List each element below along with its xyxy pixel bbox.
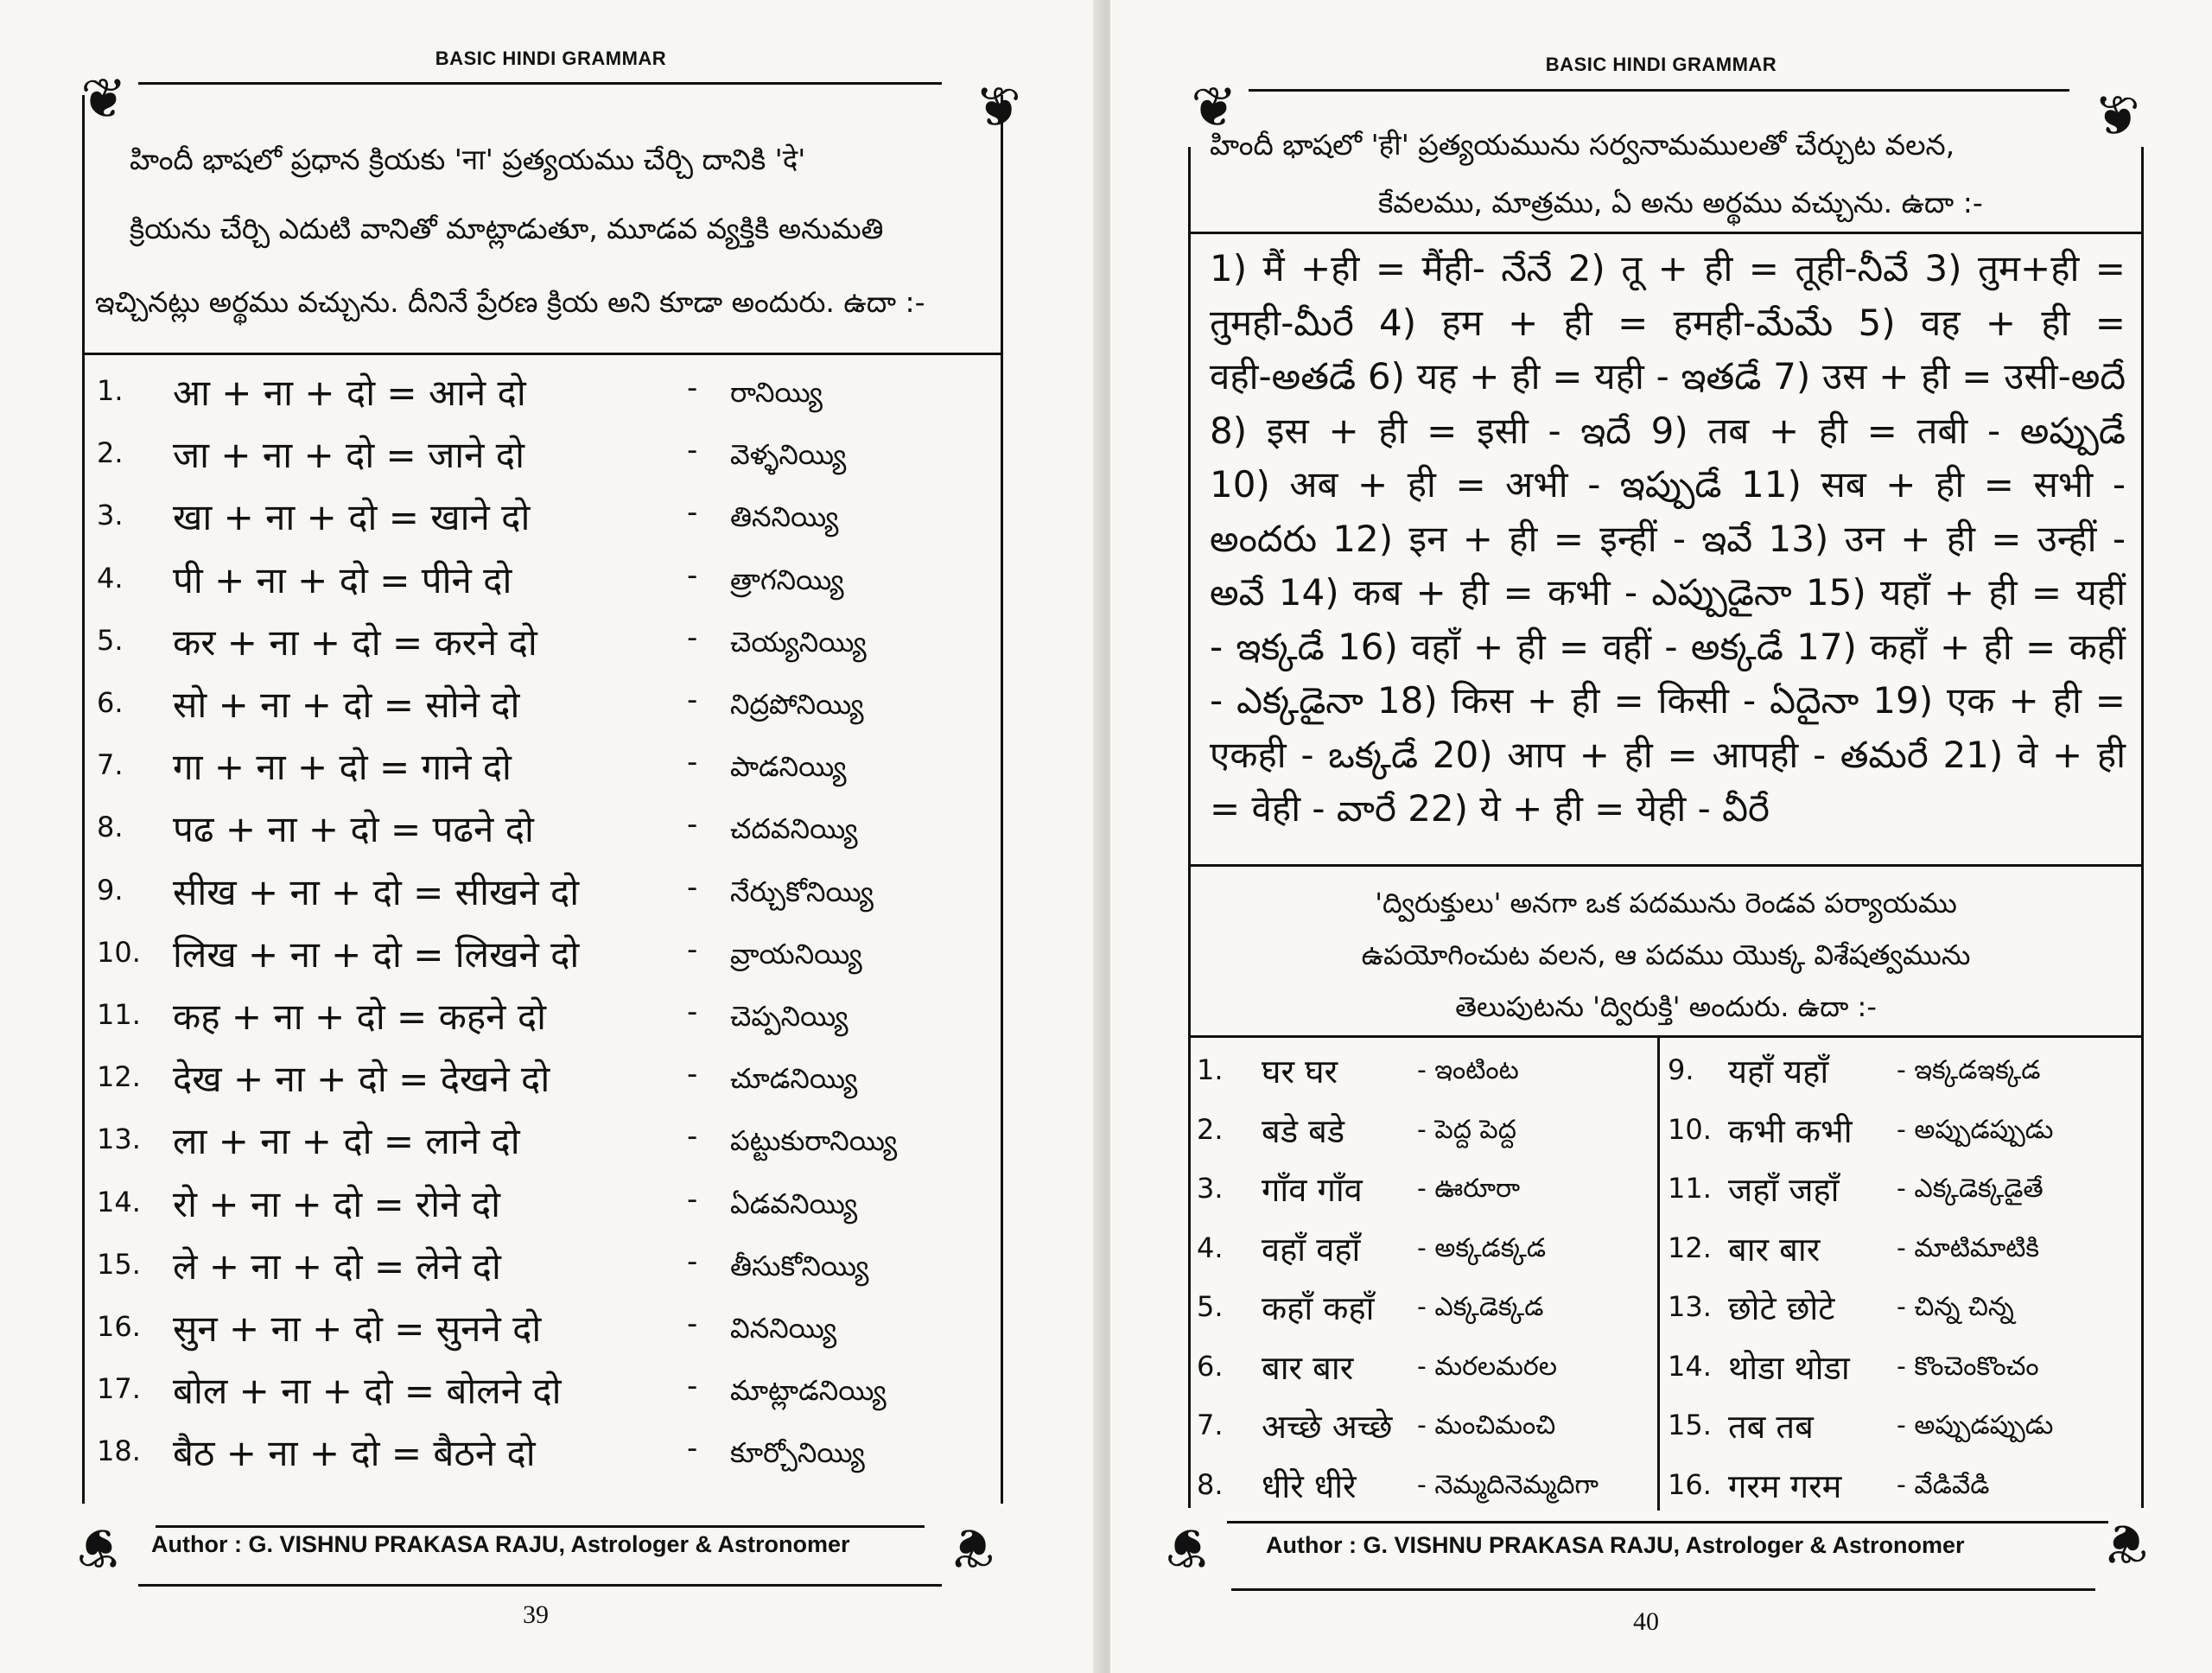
list-item <box>0 679 1102 741</box>
list-item <box>0 741 1102 804</box>
hindi-word-pair: जहाँ जहाँ <box>1728 1171 1840 1209</box>
item-number: 15. <box>97 1247 141 1281</box>
list-item <box>0 555 1102 617</box>
item-number: 11. <box>97 998 141 1031</box>
dvirukti-item <box>1668 1108 2134 1167</box>
item-number: 12. <box>97 1060 141 1094</box>
telugu-meaning: విననియ్యి <box>730 1312 837 1345</box>
separator-dash: - <box>687 495 698 531</box>
item-number: 3. <box>1197 1172 1224 1205</box>
separator-dash: - <box>687 1181 698 1217</box>
list-item <box>0 1303 1102 1365</box>
telugu-meaning: వెళ్ళనియ్యి <box>730 438 847 472</box>
page-number-right: 40 <box>1633 1607 1659 1636</box>
running-head-left: BASIC HINDI GRAMMAR <box>435 48 667 69</box>
separator-dash: - <box>687 1244 698 1279</box>
item-number: 4. <box>1197 1231 1224 1264</box>
item-number: 1. <box>1197 1053 1224 1086</box>
hindi-word-pair: कभी कभी <box>1728 1111 1853 1150</box>
hindi-word-pair: गाँव गाँव <box>1262 1171 1363 1209</box>
page-number-left: 39 <box>523 1600 549 1629</box>
dvirukti-item <box>1197 1226 1663 1285</box>
separator-dash: - <box>687 620 698 655</box>
list-item <box>0 429 1102 492</box>
item-number: 2. <box>97 436 124 470</box>
dvirukti-item <box>1197 1108 1663 1167</box>
paragraph-line: - ఎక్కడైనా 18) किस + ही = किसी - ఏదైనా 19) एक + ही = <box>1210 679 2126 722</box>
corner-ornament-bottom-left-r: ❦ <box>1165 1515 1211 1579</box>
hindi-word-pair: थोडा थोडा <box>1728 1348 1850 1387</box>
dvirukti-item <box>1197 1285 1663 1344</box>
hindi-expression: पी + ना + दो = पीने दो <box>173 558 512 601</box>
telugu-meaning: - అప్పుడప్పుడు <box>1897 1114 2054 1145</box>
telugu-meaning: తిననియ్యి <box>730 500 839 534</box>
corner-ornament-top-left-r: ❦ <box>1191 76 1237 140</box>
hindi-expression: गा + ना + दो = गाने दो <box>173 746 512 789</box>
telugu-meaning: - అక్కడక్కడ <box>1417 1232 1547 1263</box>
list-item <box>0 1428 1102 1490</box>
hindi-word-pair: घर घर <box>1262 1053 1338 1091</box>
dvirukti-item <box>1668 1048 2134 1107</box>
item-number: 11. <box>1668 1172 1712 1205</box>
dvirukti-item <box>1668 1167 2134 1225</box>
hindi-word-pair: बार बार <box>1262 1348 1354 1387</box>
separator-dash: - <box>687 1369 698 1404</box>
ornament-line-bottom <box>138 1584 942 1587</box>
item-number: 8. <box>97 811 124 844</box>
list-item <box>0 867 1102 929</box>
telugu-meaning: తీసుకోనియ్యి <box>730 1249 869 1282</box>
hindi-word-pair: वहाँ वहाँ <box>1262 1230 1361 1269</box>
telugu-meaning: - ఇక్కడఇక్కడ <box>1897 1055 2041 1085</box>
hindi-expression: जा + ना + दो = जाने दो <box>173 434 524 477</box>
dvirukti-item <box>1668 1285 2134 1344</box>
corner-ornament-top-right-r: ❦ <box>2094 85 2140 149</box>
paragraph-line: 8) इस + ही = इसी - ఇదే 9) तब + ही = तबी - అప్పుడే <box>1210 409 2126 452</box>
telugu-meaning: చెప్పనియ్యి <box>730 1000 849 1033</box>
item-number: 12. <box>1668 1231 1712 1264</box>
ornament-line-top-r <box>1249 89 2069 92</box>
separator-dash: - <box>687 745 698 780</box>
telugu-meaning: పట్టుకురానియ్యి <box>730 1124 898 1158</box>
paragraph-line: तुमही-మీరే 4) हम + ही = हमही-మేమే 5) वह + ही = <box>1210 301 2126 344</box>
dvirukti-intro-3: తెలుపుటను 'ద్విరుక్తి' అందురు. ఉదా :- <box>1455 990 1877 1023</box>
telugu-meaning: - వేడివేడి <box>1897 1469 1990 1500</box>
item-number: 9. <box>1668 1053 1694 1086</box>
separator-dash: - <box>687 932 698 967</box>
hindi-expression: ला + ना + दो = लाने दो <box>173 1120 520 1163</box>
hindi-word-pair: कहाँ कहाँ <box>1262 1289 1375 1327</box>
item-number: 5. <box>1197 1290 1224 1323</box>
hindi-word-pair: बडे बडे <box>1262 1111 1345 1150</box>
hindi-expression: ले + ना + दो = लेने दो <box>173 1244 501 1288</box>
telugu-meaning: - ఎక్కడెక్కడ <box>1417 1292 1544 1322</box>
intro-line-1: హిందీ భాషలో ప్రధాన క్రియకు 'ना' ప్రత్యయము చేర్చి దానికి 'दे' <box>130 143 806 176</box>
ornament-line-bottom-r <box>1231 1588 2095 1591</box>
separator-dash: - <box>687 869 698 905</box>
intro-divider <box>82 353 1003 355</box>
telugu-meaning: - చిన్న చిన్న <box>1897 1292 2014 1322</box>
dvirukti-item <box>1197 1345 1663 1403</box>
item-number: 7. <box>97 748 124 782</box>
list-item <box>0 367 1102 429</box>
paragraph-line: 10) अब + ही = अभी - ఇప్పుడే 11) सब + ही = सभी - <box>1210 463 2126 506</box>
item-number: 10. <box>97 935 141 969</box>
telugu-meaning: రానియ్యి <box>730 376 823 409</box>
item-number: 1. <box>97 374 124 407</box>
item-number: 6. <box>1197 1349 1224 1383</box>
telugu-meaning: వ్రాయనియ్యి <box>730 937 862 970</box>
left-page <box>0 0 1102 1673</box>
telugu-meaning: - మరలమరల <box>1417 1351 1557 1382</box>
item-number: 8. <box>1197 1467 1224 1501</box>
running-head-right: BASIC HINDI GRAMMAR <box>1545 54 1777 75</box>
hindi-expression: कर + ना + दो = करने दो <box>173 620 537 664</box>
telugu-meaning: నేర్చుకోనియ్యి <box>730 875 874 908</box>
list-item <box>0 1116 1102 1178</box>
item-number: 14. <box>97 1185 141 1218</box>
hindi-expression: लिख + ना + दो = लिखने दो <box>173 932 580 976</box>
list-item <box>0 929 1102 991</box>
item-number: 16. <box>97 1310 141 1343</box>
hindi-expression: खा + ना + दो = खाने दो <box>173 496 531 539</box>
paragraph-line: वही-అతడే 6) यह + ही = यही - ఇతడే 7) उस + ही = उसी-అదే <box>1210 355 2126 398</box>
dvirukti-item <box>1668 1403 2134 1462</box>
dvirukti-intro-1: 'ద్విరుక్తులు' అనగా ఒక పదమును రెండవ పర్యాయము <box>1375 887 1957 919</box>
separator-dash: - <box>687 371 698 405</box>
item-number: 13. <box>1668 1290 1712 1323</box>
telugu-meaning: పాడనియ్యి <box>730 750 847 784</box>
item-number: 17. <box>97 1372 141 1406</box>
list-item <box>0 1179 1102 1241</box>
dvirukti-item <box>1197 1463 1663 1522</box>
telugu-meaning: చదవనియ్యి <box>730 812 858 846</box>
intro-line-2: క్రియను చేర్చి ఎదుటి వానితో మాట్లాడుతూ, మూడవ వ్యక్తికి అనుమతి <box>130 212 884 245</box>
hindi-word-pair: गरम गरम <box>1728 1466 1842 1505</box>
paragraph-line: - ఇక్కడే 16) वहाँ + ही = वहीं - అక్కడే 17) कहाँ + ही = कहीं <box>1210 625 2126 668</box>
telugu-meaning: - ఎక్కడెక్కడైతే <box>1897 1174 2044 1204</box>
telugu-meaning: - నెమ్మదినెమ్మదిగా <box>1417 1469 1599 1500</box>
separator-dash: - <box>687 557 698 593</box>
telugu-meaning: - మంచిమంచి <box>1417 1410 1556 1441</box>
footer-author-left: Author : G. VISHNU PRAKASA RAJU, Astrologer & Astronomer <box>151 1531 850 1557</box>
paragraph-line: = वेही - వారే 22) ये + ही = येही - వీరే <box>1210 787 1770 830</box>
hindi-expression: सो + ना + दो = सोने दो <box>173 684 520 726</box>
dvirukti-intro-2: ఉపయోగించుట వలన, ఆ పదము యొక్క విశేషత్వమును <box>1361 938 1971 971</box>
telugu-meaning: - కొంచెంకొంచం <box>1897 1351 2039 1382</box>
hindi-expression: देख + ना + दो = देखने दो <box>173 1058 550 1101</box>
paragraph-line: एकही - ఒక్కడే 20) आप + ही = आपही - తమరే 21) वे + ही <box>1210 733 2126 776</box>
intro-line-1-r: హిందీ భాషలో 'ही' ప్రత్యయమును సర్వనామములతో చేర్చుట వలన, <box>1210 128 1955 162</box>
item-number: 13. <box>97 1123 141 1156</box>
separator-dash: - <box>687 683 698 717</box>
telugu-meaning: మాట్లాడనియ్యి <box>730 1374 887 1408</box>
hindi-word-pair: बार बार <box>1728 1230 1821 1269</box>
separator-dash: - <box>687 1057 698 1092</box>
item-number: 14. <box>1668 1349 1712 1383</box>
ornament-line-footer-top <box>156 1525 925 1528</box>
item-number: 10. <box>1668 1112 1712 1146</box>
separator-dash: - <box>687 1431 698 1466</box>
dvirukti-item <box>1668 1226 2134 1285</box>
paragraph-line: అందరు 12) इन + ही = इन्हीं - ఇవే 13) उन + ही = उन्हीं - <box>1210 517 2126 560</box>
hindi-expression: कह + ना + दो = कहने दो <box>173 996 547 1038</box>
telugu-meaning: - ఊరూరా <box>1417 1174 1521 1204</box>
item-number: 16. <box>1668 1467 1712 1501</box>
telugu-meaning: - పెద్ద పెద్ద <box>1417 1114 1516 1145</box>
hindi-expression: रो + ना + दो = रोने दो <box>173 1182 500 1225</box>
item-number: 6. <box>97 686 124 719</box>
telugu-meaning: చూడనియ్యి <box>730 1062 858 1096</box>
separator-dash: - <box>687 995 698 1029</box>
list-item <box>0 1365 1102 1428</box>
dvirukti-divider <box>1188 1035 2144 1038</box>
corner-ornament-top-left: ❦ <box>80 67 127 131</box>
hindi-expression: सीख + ना + दो = सीखने दो <box>173 870 580 913</box>
ornament-line-top <box>138 82 942 85</box>
item-number: 2. <box>1197 1112 1224 1146</box>
hi-suffix-examples <box>1210 242 2126 836</box>
hindi-word-pair: तब तब <box>1728 1408 1814 1446</box>
telugu-meaning: - ఇంటింట <box>1417 1055 1519 1085</box>
telugu-meaning: నిద్రపోనియ్యి <box>730 688 864 721</box>
item-number: 4. <box>97 561 124 595</box>
corner-ornament-bottom-right: ❦ <box>949 1515 995 1579</box>
item-number: 3. <box>97 499 124 532</box>
telugu-meaning: ఏడవనియ్యి <box>730 1186 858 1220</box>
intro-line-2-r: కేవలము, మాత్రము, ఏ అను అర్థము వచ్చును. ఉదా :- <box>1378 186 1983 219</box>
telugu-meaning: చెయ్యనియ్యి <box>730 625 867 658</box>
separator-dash: - <box>687 1307 698 1341</box>
hindi-word-pair: छोटे छोटे <box>1728 1289 1835 1327</box>
dvirukti-item <box>1197 1403 1663 1462</box>
footer-author-right: Author : G. VISHNU PRAKASA RAJU, Astrologer & Astronomer <box>1266 1532 1965 1558</box>
separator-dash: - <box>687 433 698 468</box>
hindi-word-pair: धीरे धीरे <box>1262 1466 1357 1505</box>
corner-ornament-top-right: ❦ <box>975 76 1021 140</box>
item-number: 18. <box>97 1434 141 1468</box>
hindi-word-pair: यहाँ यहाँ <box>1728 1053 1829 1091</box>
telugu-meaning: కూర్చోనియ్యి <box>730 1436 865 1470</box>
corner-ornament-bottom-left: ❦ <box>76 1515 123 1579</box>
dvirukti-item <box>1668 1345 2134 1403</box>
item-number: 9. <box>97 873 124 906</box>
hindi-expression: आ + ना + दो = आने दो <box>173 372 526 414</box>
intro-line-3: ఇచ్చినట్లు అర్థము వచ్చును. దీనినే ప్రేరణ క్రియ అని కూడా అందురు. ఉదా :- <box>95 285 925 319</box>
item-number: 5. <box>97 623 124 657</box>
para-divider <box>1188 864 2144 867</box>
list-item <box>0 617 1102 679</box>
item-number: 15. <box>1668 1409 1712 1441</box>
list-item <box>0 1053 1102 1116</box>
hindi-expression: पढ + ना + दो = पढने दो <box>173 808 534 851</box>
dvirukti-item <box>1668 1463 2134 1522</box>
list-item <box>0 991 1102 1053</box>
paragraph-line: 1) मैं +ही = मैंही- నేనే 2) तू + ही = तूही-నీవే 3) तुम+ही = <box>1210 247 2126 289</box>
hindi-expression: बैठ + ना + दो = बैठने दो <box>173 1432 536 1475</box>
telugu-meaning: త్రాగనియ్యి <box>730 563 844 596</box>
list-item <box>0 492 1102 554</box>
right-page <box>1110 0 2212 1673</box>
item-number: 7. <box>1197 1409 1224 1441</box>
intro-divider-r <box>1188 232 2144 234</box>
hindi-expression: सुन + ना + दो = सुनने दो <box>173 1307 542 1350</box>
dvirukti-item <box>1197 1167 1663 1225</box>
telugu-meaning: - మాటిమాటికి <box>1897 1232 2040 1263</box>
hindi-expression: बोल + ना + दो = बोलने दो <box>173 1370 562 1413</box>
dvirukti-item <box>1197 1048 1663 1107</box>
list-item <box>0 804 1102 866</box>
telugu-meaning: - అప్పుడప్పుడు <box>1897 1410 2054 1441</box>
paragraph-line: అవే 14) कब + ही = कभी - ఎప్పుడైనా 15) यहाँ + ही = यहीं <box>1210 571 2126 614</box>
hindi-word-pair: अच्छे अच्छे <box>1262 1408 1393 1446</box>
corner-ornament-bottom-right-r: ❦ <box>2102 1511 2149 1574</box>
separator-dash: - <box>687 1119 698 1155</box>
separator-dash: - <box>687 807 698 843</box>
list-item <box>0 1241 1102 1303</box>
